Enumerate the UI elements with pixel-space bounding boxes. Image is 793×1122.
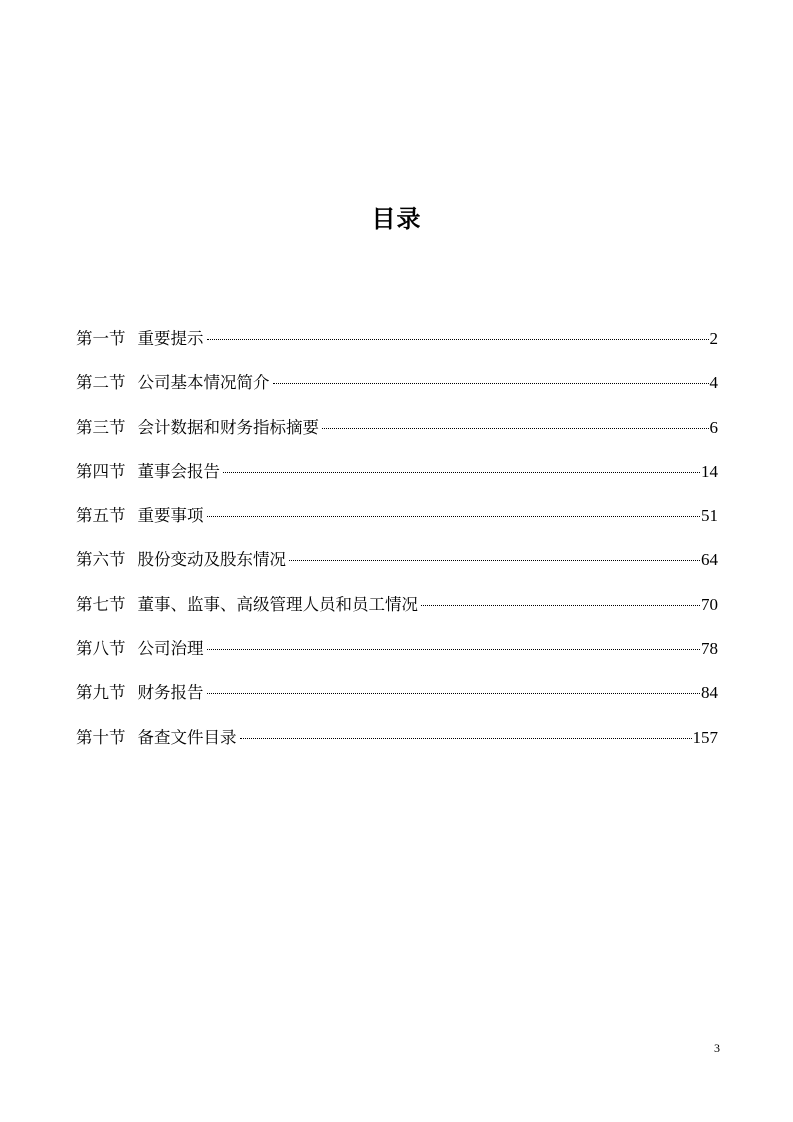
toc-section-number: 第一节 [76,329,126,348]
toc-entry[interactable] [76,413,718,457]
dot-leader [273,383,709,384]
toc-section-number: 第九节 [76,683,126,703]
toc-entry[interactable] [76,457,718,501]
toc-section-heading: 董事、监事、高级管理人员和员工情况 [137,594,418,614]
table-of-contents [76,324,718,767]
page-title: 目录 [371,205,422,234]
dot-leader [207,516,701,517]
toc-page-number: 64 [701,550,718,570]
dot-leader [421,605,700,606]
toc-entry[interactable] [76,324,718,368]
toc-page-number: 6 [709,417,718,437]
toc-section-number: 第十节 [76,727,126,747]
dot-leader [240,738,692,739]
toc-page-number: 157 [692,727,718,747]
toc-entry[interactable] [76,723,718,767]
toc-section-heading: 公司基本情况简介 [137,373,270,393]
toc-section-number: 第二节 [76,373,126,393]
toc-section-number: 第六节 [76,550,126,570]
toc-section-heading: 备查文件目录 [137,727,237,747]
toc-section-number: 第三节 [76,417,126,437]
toc-page-number: 78 [701,639,718,659]
page-footer-number: 3 [714,1041,720,1055]
toc-page-number: 2 [709,329,718,348]
toc-entry[interactable] [76,368,718,412]
toc-section-heading: 董事会报告 [137,461,220,481]
dot-leader [207,339,709,340]
dot-leader [207,693,701,694]
toc-entry[interactable] [76,545,718,589]
toc-page-number: 14 [701,461,718,481]
toc-section-heading: 财务报告 [137,683,204,703]
toc-page-number: 51 [701,506,718,526]
toc-section-heading: 重要事项 [137,506,204,526]
toc-page-number: 84 [701,683,718,703]
toc-entry[interactable] [76,501,718,545]
toc-entry[interactable] [76,634,718,678]
toc-section-number: 第八节 [76,639,126,659]
toc-section-number: 第五节 [76,506,126,526]
dot-leader [207,649,701,650]
toc-page-number: 4 [709,373,718,393]
dot-leader [223,472,700,473]
toc-entry[interactable] [76,590,718,634]
toc-section-heading: 公司治理 [137,639,204,659]
dot-leader [289,560,700,561]
toc-section-number: 第四节 [76,461,126,481]
toc-section-heading: 股份变动及股东情况 [137,550,286,570]
toc-section-heading: 会计数据和财务指标摘要 [137,417,319,437]
dot-leader [322,428,709,429]
toc-entry[interactable] [76,678,718,722]
toc-section-number: 第七节 [76,594,126,614]
toc-section-heading: 重要提示 [137,329,204,348]
toc-page-number: 70 [701,594,718,614]
